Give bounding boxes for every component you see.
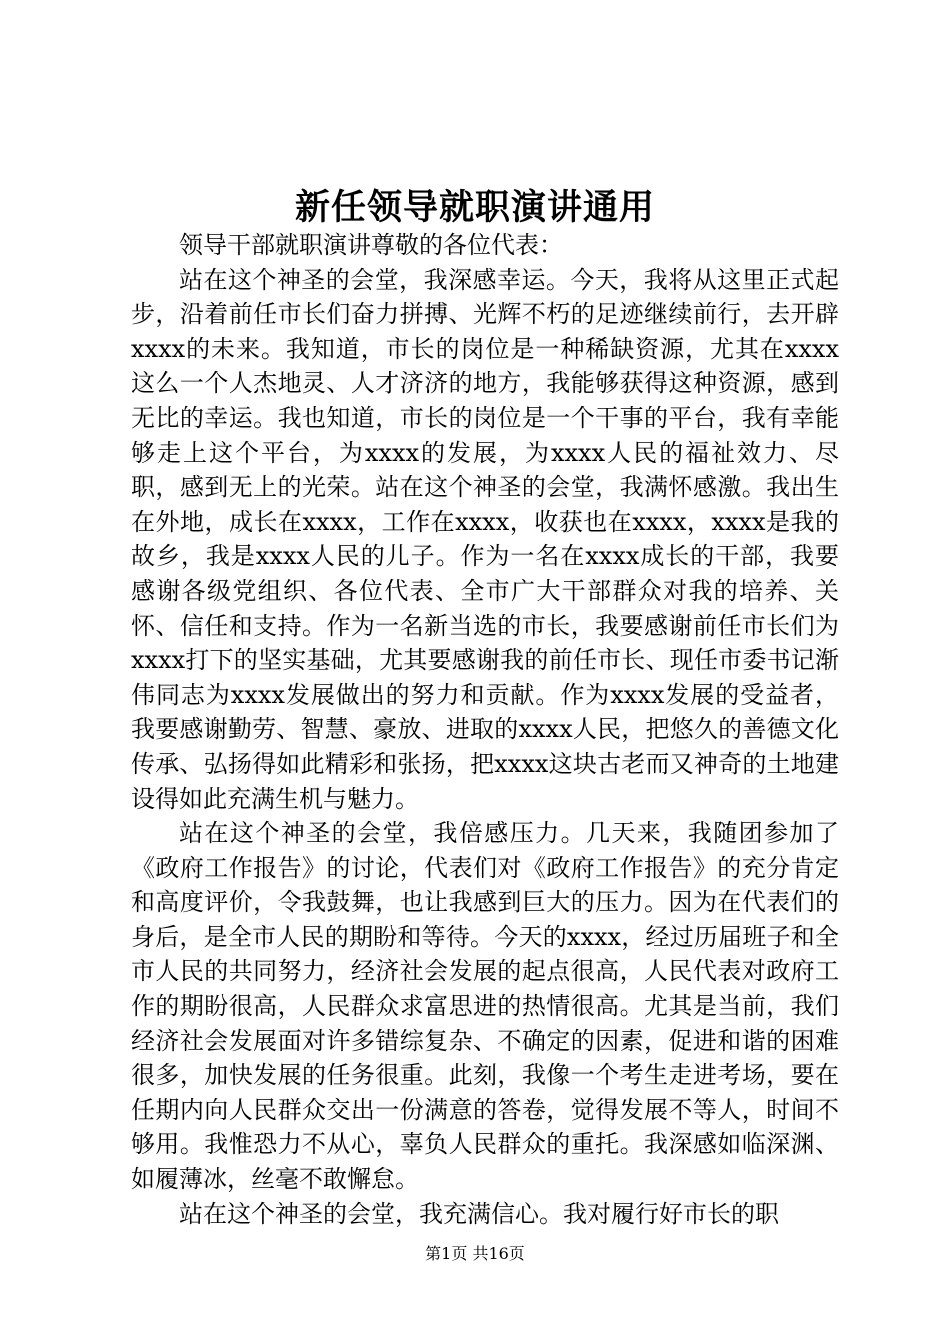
document-title: 新任领导就职演讲通用 [294,187,655,228]
body-paragraph-1: 站在这个神圣的会堂，我深感幸运。今天，我将从这里正式起步，沿着前任市长们奋力拼搏、光辉不朽的足迹继续前行，去开辟xxxx的未来。我知道，市长的岗位是一种稀缺资源，尤其在xxxx这么一个人杰地灵、人才济济的地方，我能够获得这种资源，感到无比的幸运。我也知道，市长的岗位是一个干事的平台，我有幸能够走上这个平台，为xxxx的发展，为xxxx人民的福祉效力、尽职，感到无上的光荣。站在这个神圣的会堂，我满怀感激。我出生在外地，成长在xxxx，工作在xxxx，收获也在xxxx，xxxx是我的故乡，我是xxxx人民的儿子。作为一名在xxxx成长的干部，我要感谢各级党组织、各位代表、全市广大干部群众对我的培养、关怀、信任和支持。作为一名新当选的市长，我要感谢前任市长们为xxxx打下的坚实基础，尤其要感谢我的前任市长、现任市委书记渐伟同志为xxxx发展做出的努力和贡献。作为xxxx发展的受益者，我要感谢勤劳、智慧、豪放、进取的xxxx人民，把悠久的善德文化传承、弘扬得如此精彩和张扬，把xxxx这块古老而又神奇的土地建设得如此充满生机与魅力。 [131,265,839,813]
body-paragraph-3: 站在这个神圣的会堂，我充满信心。我对履行好市长的职 [179,1199,779,1228]
salutation-paragraph: 领导干部就职演讲尊敬的各位代表： [179,231,563,259]
page-number-footer: 第1页 共16页 [425,1244,525,1263]
document-body [131,228,839,1231]
body-paragraph-2: 站在这个神圣的会堂，我倍感压力。几天来，我随团参加了《政府工作报告》的讨论，代表们对《政府工作报告》的充分肯定和高度评价，令我鼓舞，也让我感到巨大的压力。因为在代表们的身后，是全市人民的期盼和等待。今天的xxxx，经过历届班子和全市人民的共同努力，经济社会发展的起点很高，人民代表对政府工作的期盼很高，人民群众求富思进的热情很高。尤其是当前，我们经济社会发展面对许多错综复杂、不确定的因素，促进和谐的困难很多，加快发展的任务很重。此刻，我像一个考生走进考场，要在任期内向人民群众交出一份满意的答卷，觉得发展不等人，时间不够用。我惟恐力不从心，辜负人民群众的重托。我深感如临深渊、如履薄冰，丝毫不敢懈怠。 [131,819,839,1194]
